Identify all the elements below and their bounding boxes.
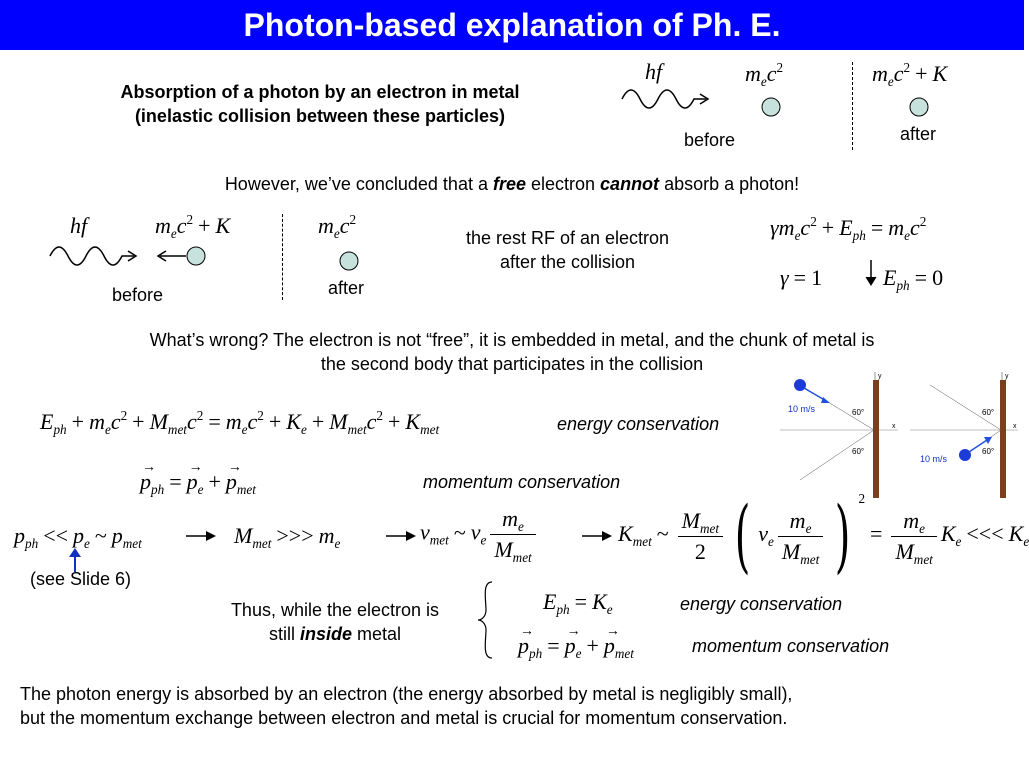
axis-x-1: x xyxy=(892,423,896,430)
axis-y-1: y xyxy=(878,373,882,380)
diagram2-after-eq: $m_ec^2$ xyxy=(318,212,357,241)
diagram2-hf: hf xyxy=(70,213,88,238)
slide-title: Photon-based explanation of Ph. E. xyxy=(243,7,781,43)
diagram2-before-label: before xyxy=(112,285,164,305)
angle-label-2a: 60° xyxy=(982,408,995,417)
diagram1-hf: hf xyxy=(645,59,663,84)
whats-wrong-text xyxy=(0,328,1024,376)
diagram2-before-eq: $m_ec^2 + K$ xyxy=(155,212,231,241)
equation-velocity-ratio: $v_{met}$ ~ $v_e$ $\frac{m_e}{M_{met}}$ xyxy=(420,504,540,565)
free-statement: However, we’ve concluded that a free electron cannot absorb a photon! xyxy=(224,174,800,194)
velocity-label-1: 10 m/s xyxy=(788,404,816,414)
conclusion-line-2: but the momentum exchange between electron and metal is crucial for momentum conservation. xyxy=(20,708,788,728)
arrow-2 xyxy=(384,528,420,544)
conclusion-line-1: The photon energy is absorbed by an electron (the energy absorbed by metal is negligibly small), xyxy=(20,684,793,704)
angle-label-1b: 60° xyxy=(852,447,865,456)
momentum-conservation-label-2: momentum conservation xyxy=(692,636,890,656)
equation-momentum-full: → $p_{ph} =\to p_e +\to p_{met}$ xyxy=(140,468,256,496)
divider-1 xyxy=(852,62,853,150)
rest-frame-text xyxy=(425,226,710,274)
intro-line-2: (inelastic collision between these particles) xyxy=(134,106,506,126)
equation-momentum-simple: → $p_{ph} =\to p_e +\to p_{met}$ xyxy=(518,632,634,660)
electron-after-2 xyxy=(338,250,362,274)
equation-momentum-scale: $p_{ph} << p_e$ ~ $p_{met}$ xyxy=(14,523,142,551)
velocity-label-2: 10 m/s xyxy=(920,454,948,464)
rest-frame-line-2: after the collision xyxy=(499,252,636,272)
electron-before-2 xyxy=(156,246,208,268)
thus-line-1: Thus, while the electron is xyxy=(230,600,440,620)
equation-gamma-energy: $\gamma m_ec^2 + E_{ph} = m_ec^2$ xyxy=(770,214,927,243)
equation-energy-simple: $E_{ph} = K_e$ xyxy=(543,589,613,617)
electron-before-1 xyxy=(760,96,784,120)
diagram1-mec2-before: $m_ec^2$ xyxy=(745,60,784,89)
photon-wave-1 xyxy=(620,85,720,115)
diagram1-before-label: before xyxy=(684,130,736,150)
arrow-3 xyxy=(580,528,616,544)
whats-wrong-line-2: the second body that participates in the collision xyxy=(320,354,704,374)
diagram2-after-label: after xyxy=(328,278,365,298)
thus-text xyxy=(190,598,480,646)
wall-collision-figure-2 xyxy=(910,370,1020,500)
diagram1-after-eq: $m_ec^2 + K$ xyxy=(872,60,948,89)
wall-collision-figure-1 xyxy=(780,370,900,500)
angle-label-1a: 60° xyxy=(852,408,865,417)
equation-gamma-one: γ = 1 xyxy=(780,265,823,290)
divider-2 xyxy=(282,214,283,300)
energy-conservation-label-2: energy conservation xyxy=(680,594,843,614)
axis-y-2: y xyxy=(1005,373,1009,380)
photon-wave-2 xyxy=(48,242,148,272)
equation-mass-scale: $M_{met}$ >>> $m_e$ xyxy=(234,523,341,551)
equation-kinetic-metal: $K_{met}$ ~ $\frac{M_{met}}{2}$ ( $v_e$ $\frac{m_e}{M_{met}}$ ) $^2$= $\frac{m_e}{M_{met}}$ $K_e$ <<< $K_e$ xyxy=(618,489,1029,582)
intro-line-1: Absorption of a photon by an electron in metal xyxy=(120,82,520,102)
equation-energy-full: $E_{ph} + m_ec^2 + M_{met}c^2 = m_ec^2 + K_e + M_{met}c^2 + K_{met}$ xyxy=(40,408,440,437)
whats-wrong-line-1: What’s wrong? The electron is not “free”, it is embedded in metal, and the chunk of metal is xyxy=(149,330,875,350)
arrow-1 xyxy=(184,528,220,544)
electron-after-1 xyxy=(908,96,932,120)
rest-frame-line-1: the rest RF of an electron xyxy=(465,228,670,248)
brace xyxy=(476,580,496,660)
angle-label-2b: 60° xyxy=(982,447,995,456)
implies-arrow xyxy=(864,258,878,288)
energy-conservation-label: energy conservation xyxy=(557,414,720,434)
momentum-conservation-label: momentum conservation xyxy=(423,472,621,492)
axis-x-2: x xyxy=(1013,423,1017,430)
see-slide-label: (see Slide 6) xyxy=(30,569,132,589)
thus-line-2: still inside metal xyxy=(268,624,402,644)
intro-text xyxy=(50,80,590,128)
conclusion-text xyxy=(20,682,1020,730)
equation-eph-zero: $E_{ph} = 0$ xyxy=(883,265,944,293)
diagram1-after-label: after xyxy=(900,124,937,144)
